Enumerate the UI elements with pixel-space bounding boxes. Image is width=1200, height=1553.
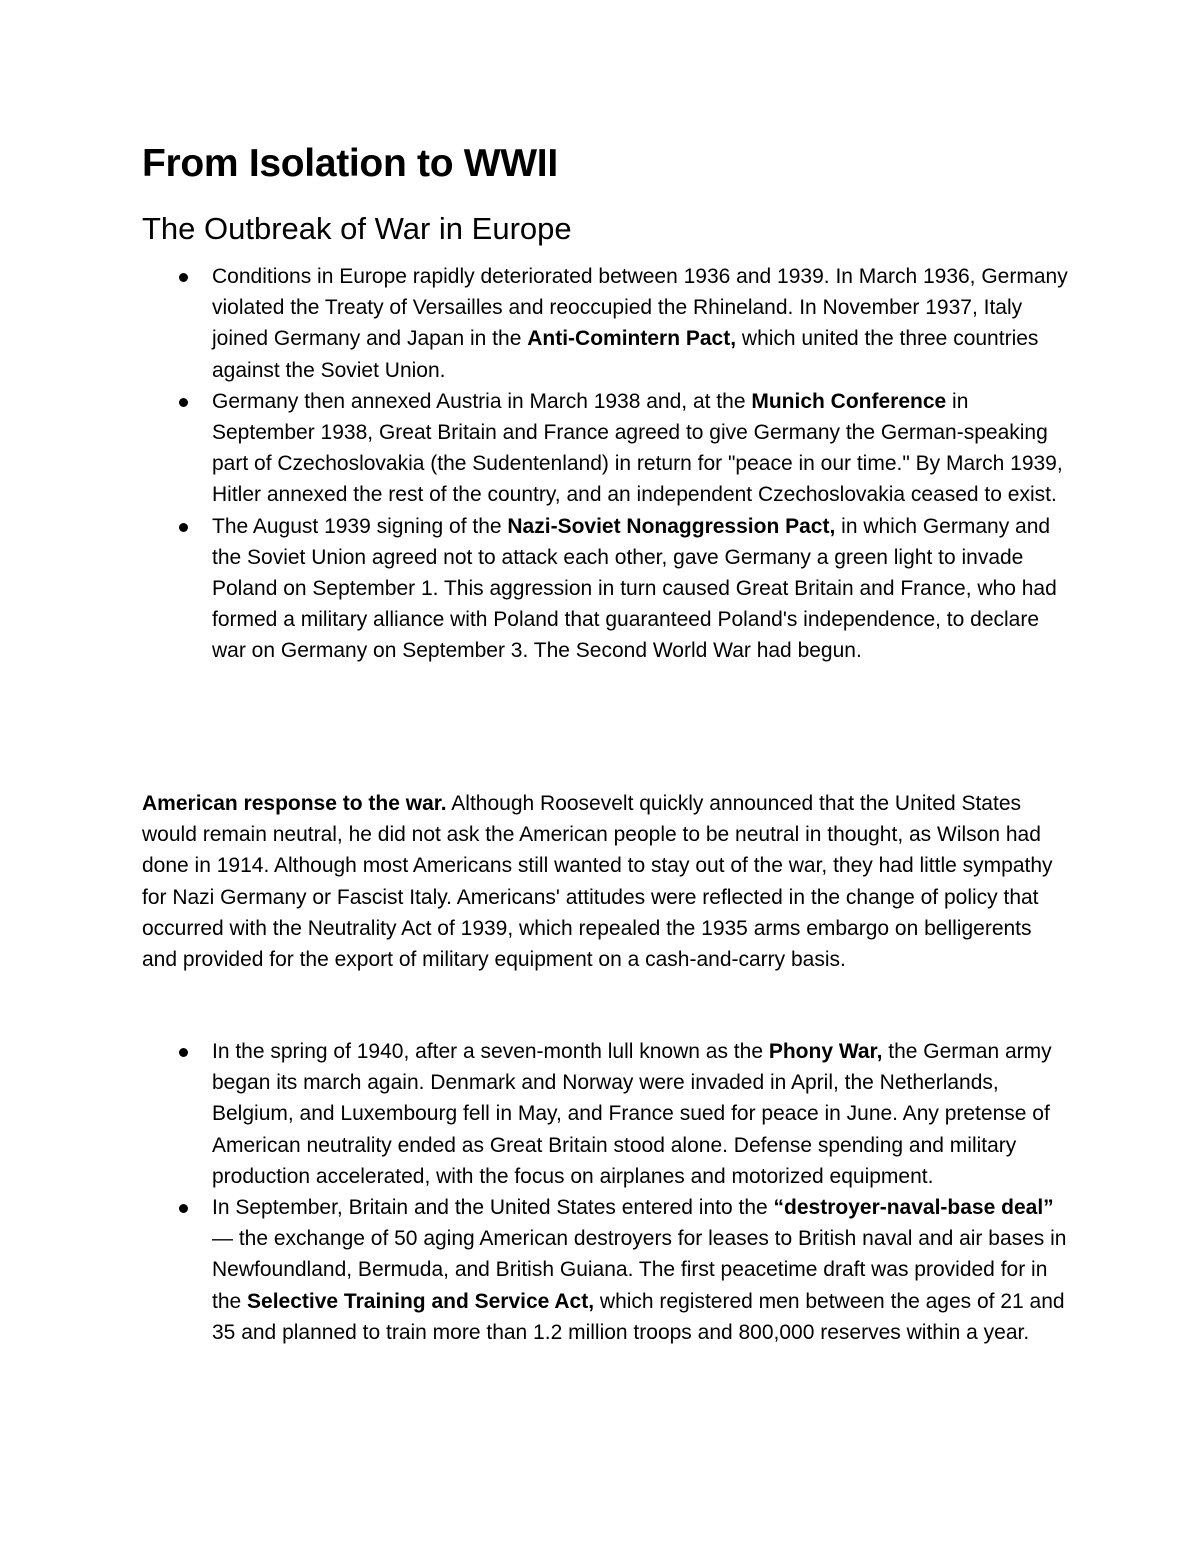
bullet-icon [179, 1204, 188, 1213]
bullet-list-response [142, 1036, 1072, 1348]
key-term: Munich Conference [751, 389, 947, 413]
key-term: Selective Training and Service Act, [247, 1289, 595, 1313]
key-term: Phony War, [768, 1040, 883, 1063]
bullet-icon [179, 398, 188, 407]
bullet-icon [179, 523, 188, 532]
bullet-icon [179, 273, 188, 282]
key-term: “destroyer-naval-base deal” [773, 1196, 1054, 1220]
paragraph-lead: American response to the war. [142, 792, 447, 815]
list-item: The August 1939 signing of the Nazi-Soviet Nonaggression Pact, in which Germany and the Soviet Union agreed not to attack each other, gave Germany a green light to invade Poland on September 1. This aggression in turn caused Great Britain and France, who had formed a military alliance with Poland that guaranteed Poland's independence, to declare war on Germany on September 3. The Second World War had begun. [142, 511, 1072, 667]
bullet-list-outbreak [142, 261, 1072, 667]
list-item: Germany then annexed Austria in March 1938 and, at the Munich Conference in September 1938, Great Britain and France agreed to give Germany the German-speaking part of Czechoslovakia (the Sudentenland) in return for "peace in our time." By March 1939, Hitler annexed the rest of the country, and an independent Czechoslovakia ceased to exist. [142, 386, 1072, 511]
bullet-icon [179, 1048, 188, 1057]
list-item: In September, Britain and the United States entered into the “destroyer-naval-base deal” — the exchange of 50 aging American destroyers for leases to British naval and air bases in Newfoundland, Bermuda, and British Guiana. The first peacetime draft was provided for in the Selective Training and Service Act, which registered men between the ages of 21 and 35 and planned to train more than 1.2 million troops and 800,000 reserves within a year. [142, 1192, 1072, 1348]
key-term: Anti-Comintern Pact, [527, 327, 737, 351]
key-term: Nazi-Soviet Nonaggression Pact, [507, 514, 836, 538]
list-item: Conditions in Europe rapidly deteriorated between 1936 and 1939. In March 1936, Germany violated the Treaty of Versailles and reoccupied the Rhineland. In November 1937, Italy joined Germany and Japan in the Anti-Comintern Pact, which united the three countries against the Soviet Union. [142, 261, 1072, 386]
document-title: From Isolation to WWII [142, 142, 558, 185]
section-heading: The Outbreak of War in Europe [142, 211, 572, 246]
list-item: In the spring of 1940, after a seven-month lull known as the Phony War, the German army began its march again. Denmark and Norway were invaded in April, the Netherlands, Belgium, and Luxembourg fell in May, and France sued for peace in June. Any pretense of American neutrality ended as Great Britain stood alone. Defense spending and military production accelerated, with the focus on airplanes and motorized equipment. [142, 1036, 1072, 1192]
american-response-paragraph: American response to the war. Although Roosevelt quickly announced that the United States would remain neutral, he did not ask the American people to be neutral in thought, as Wilson had done in 1914. Although most Americans still wanted to stay out of the war, they had little sympathy for Nazi Germany or Fascist Italy. Americans' attitudes were reflected in the change of policy that occurred with the Neutrality Act of 1939, which repealed the 1935 arms embargo on belligerents and provided for the export of military equipment on a cash-and-carry basis. [142, 792, 1053, 972]
